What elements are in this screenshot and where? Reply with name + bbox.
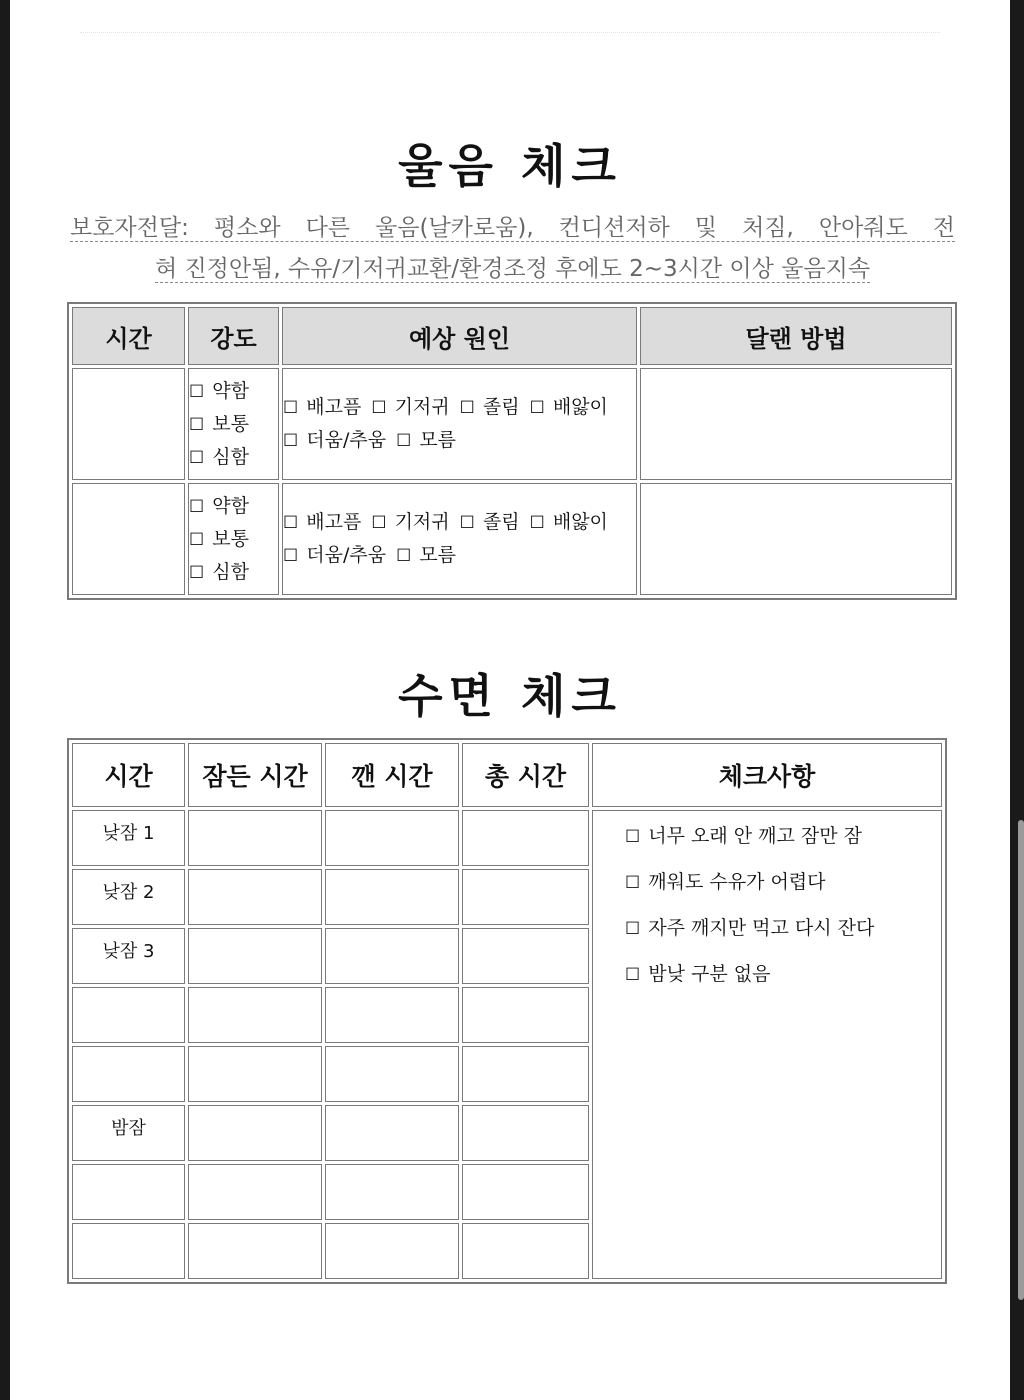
checkbox[interactable]: ☐ bbox=[625, 873, 641, 893]
cry-time-cell[interactable] bbox=[72, 483, 185, 595]
total-time-cell[interactable] bbox=[462, 1164, 589, 1220]
fell-asleep-cell[interactable] bbox=[188, 1164, 322, 1220]
cause-label: 졸림 bbox=[482, 396, 520, 418]
sleep-header-time: 시간 bbox=[72, 743, 185, 807]
cry-header-time: 시간 bbox=[72, 307, 185, 365]
cause-label: 졸림 bbox=[482, 511, 520, 533]
fell-asleep-cell[interactable] bbox=[188, 928, 322, 984]
cause-label: 기저귀 bbox=[394, 396, 450, 418]
intensity-option[interactable]: ☐ 약함 bbox=[189, 494, 249, 517]
checkbox[interactable]: ☐ bbox=[283, 431, 299, 451]
checkbox[interactable]: ☐ bbox=[529, 398, 545, 418]
cause-options bbox=[282, 483, 637, 595]
sleep-check-item[interactable]: ☐ 너무 오래 안 깨고 잠만 잠 bbox=[625, 825, 862, 847]
cause-label: 배앓이 bbox=[552, 511, 608, 533]
checkbox[interactable]: ☐ bbox=[625, 919, 641, 939]
page-top-edge bbox=[80, 32, 940, 35]
sleep-row-label: 낮잠 2 bbox=[72, 869, 185, 925]
cry-time-cell[interactable] bbox=[72, 368, 185, 480]
guardian-notice bbox=[70, 208, 955, 290]
woke-up-cell[interactable] bbox=[325, 1105, 459, 1161]
cause-label: 배고픔 bbox=[306, 511, 362, 533]
sleep-row-label[interactable] bbox=[72, 987, 185, 1043]
sleep-header-checklist: 체크사항 bbox=[592, 743, 942, 807]
intensity-options bbox=[188, 483, 279, 595]
checkbox[interactable]: ☐ bbox=[371, 513, 387, 533]
sleep-check-table bbox=[67, 738, 947, 1284]
checkbox[interactable]: ☐ bbox=[459, 513, 475, 533]
woke-up-cell[interactable] bbox=[325, 1164, 459, 1220]
sleep-row-label[interactable] bbox=[72, 1164, 185, 1220]
cause-label: 더움/추움 bbox=[306, 544, 387, 566]
woke-up-cell[interactable] bbox=[325, 1223, 459, 1279]
intensity-option[interactable]: ☐ 보통 bbox=[189, 412, 249, 435]
fell-asleep-cell[interactable] bbox=[188, 810, 322, 866]
total-time-cell[interactable] bbox=[462, 1223, 589, 1279]
cause-label: 배앓이 bbox=[552, 396, 608, 418]
intensity-option[interactable]: ☐ 심함 bbox=[189, 445, 249, 468]
checkbox[interactable]: ☐ bbox=[189, 496, 205, 517]
sleep-header-woke-up: 깬 시간 bbox=[325, 743, 459, 807]
fell-asleep-cell[interactable] bbox=[188, 1046, 322, 1102]
soothing-method-cell[interactable] bbox=[640, 368, 952, 480]
checkbox[interactable]: ☐ bbox=[371, 398, 387, 418]
cry-header-cause: 예상 원인 bbox=[282, 307, 637, 365]
sleep-header-row bbox=[72, 743, 942, 807]
checkbox[interactable]: ☐ bbox=[189, 529, 205, 550]
cause-label: 더움/추움 bbox=[306, 429, 387, 451]
intensity-option[interactable]: ☐ 약함 bbox=[189, 379, 249, 402]
fell-asleep-cell[interactable] bbox=[188, 869, 322, 925]
cause-label: 배고픔 bbox=[306, 396, 362, 418]
cry-entry-row bbox=[72, 483, 952, 595]
cause-label: 모름 bbox=[419, 429, 457, 451]
fell-asleep-cell[interactable] bbox=[188, 1105, 322, 1161]
intensity-option[interactable]: ☐ 심함 bbox=[189, 560, 249, 583]
total-time-cell[interactable] bbox=[462, 1105, 589, 1161]
cry-check-table bbox=[67, 302, 957, 600]
cry-header-row bbox=[72, 307, 952, 365]
checkbox[interactable]: ☐ bbox=[396, 431, 412, 451]
woke-up-cell[interactable] bbox=[325, 987, 459, 1043]
fell-asleep-cell[interactable] bbox=[188, 987, 322, 1043]
cry-check-title: 울음 체크 bbox=[398, 139, 622, 193]
total-time-cell[interactable] bbox=[462, 869, 589, 925]
total-time-cell[interactable] bbox=[462, 987, 589, 1043]
fell-asleep-cell[interactable] bbox=[188, 1223, 322, 1279]
soothing-method-cell[interactable] bbox=[640, 483, 952, 595]
total-time-cell[interactable] bbox=[462, 928, 589, 984]
checkbox[interactable]: ☐ bbox=[189, 381, 205, 402]
sleep-row-label: 낮잠 1 bbox=[72, 810, 185, 866]
total-time-cell[interactable] bbox=[462, 1046, 589, 1102]
checkbox[interactable]: ☐ bbox=[529, 513, 545, 533]
sleep-check-item[interactable]: ☐ 밤낮 구분 없음 bbox=[625, 963, 771, 985]
sleep-header-fell-asleep: 잠든 시간 bbox=[188, 743, 322, 807]
checkbox[interactable]: ☐ bbox=[283, 398, 299, 418]
checkbox[interactable]: ☐ bbox=[189, 414, 205, 435]
checkbox[interactable]: ☐ bbox=[625, 965, 641, 985]
sleep-checklist bbox=[592, 810, 942, 1279]
sleep-row-label[interactable] bbox=[72, 1223, 185, 1279]
scrollbar-thumb[interactable] bbox=[1018, 820, 1024, 1300]
sleep-check-item[interactable]: ☐ 자주 깨지만 먹고 다시 잔다 bbox=[625, 917, 875, 939]
sleep-row-label: 밤잠 bbox=[72, 1105, 185, 1161]
woke-up-cell[interactable] bbox=[325, 869, 459, 925]
intensity-options bbox=[188, 368, 279, 480]
cause-options bbox=[282, 368, 637, 480]
guardian-notice-line-1: 보호자전달: 평소와 다른 울음(날카로움), 컨디션저하 및 처짐, 안아줘도 전 bbox=[70, 215, 955, 241]
guardian-notice-line-2: 혀 진정안됨, 수유/기저귀교환/환경조정 후에도 2~3시간 이상 울음지속 bbox=[154, 256, 871, 282]
woke-up-cell[interactable] bbox=[325, 810, 459, 866]
sleep-check-title: 수면 체크 bbox=[398, 669, 622, 723]
checkbox[interactable]: ☐ bbox=[459, 398, 475, 418]
checkbox[interactable]: ☐ bbox=[189, 447, 205, 468]
checkbox[interactable]: ☐ bbox=[189, 562, 205, 583]
cry-header-soothing: 달랜 방법 bbox=[640, 307, 952, 365]
checkbox[interactable]: ☐ bbox=[396, 546, 412, 566]
sleep-header-total: 총 시간 bbox=[462, 743, 589, 807]
intensity-option[interactable]: ☐ 보통 bbox=[189, 527, 249, 550]
sleep-row-label[interactable] bbox=[72, 1046, 185, 1102]
woke-up-cell[interactable] bbox=[325, 928, 459, 984]
checkbox[interactable]: ☐ bbox=[283, 546, 299, 566]
cry-entry-row bbox=[72, 368, 952, 480]
cause-label: 모름 bbox=[419, 544, 457, 566]
woke-up-cell[interactable] bbox=[325, 1046, 459, 1102]
total-time-cell[interactable] bbox=[462, 810, 589, 866]
checkbox[interactable]: ☐ bbox=[283, 513, 299, 533]
document-page bbox=[10, 0, 1010, 1400]
cause-label: 기저귀 bbox=[394, 511, 450, 533]
checkbox[interactable]: ☐ bbox=[625, 827, 641, 847]
sleep-row-label: 낮잠 3 bbox=[72, 928, 185, 984]
sleep-row bbox=[72, 810, 942, 866]
cry-header-intensity: 강도 bbox=[188, 307, 279, 365]
sleep-check-item[interactable]: ☐ 깨워도 수유가 어렵다 bbox=[625, 871, 826, 893]
